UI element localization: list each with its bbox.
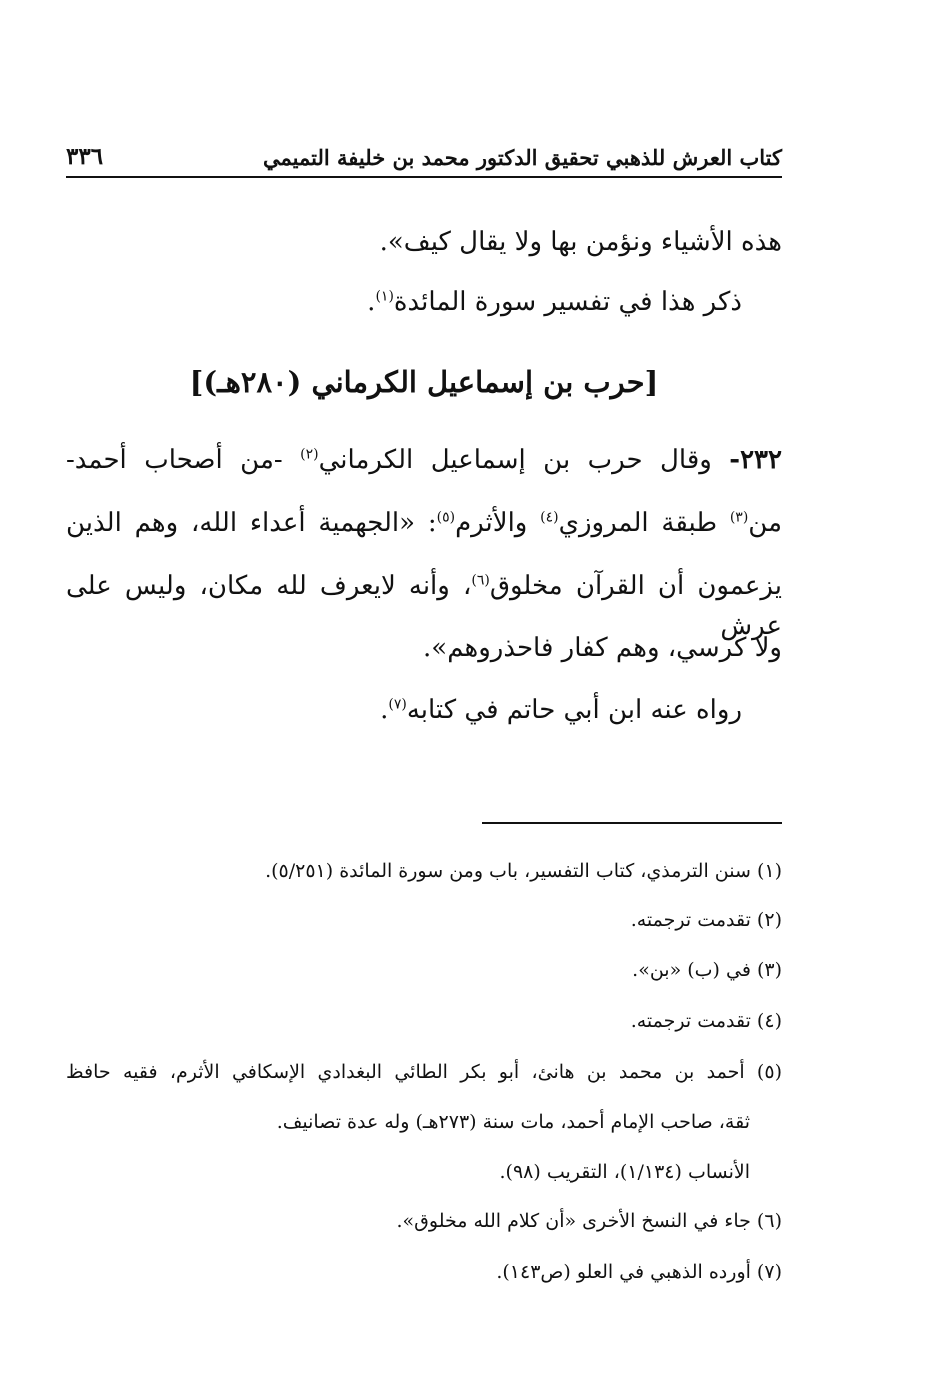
footnote-ref-1: (١) — [375, 288, 394, 305]
footnote-3: (٣) في (ب) «بن». — [632, 959, 782, 981]
footnote-5-line-3: الأنساب (١/١٣٤)، التقريب (٩٨). — [499, 1161, 750, 1183]
paragraph-line-1-a: وقال حرب بن إسماعيل الكرماني — [318, 445, 712, 475]
footnote-4: (٤) تقدمت ترجمته. — [630, 1010, 782, 1032]
footnote-5-line-1: (٥) أحمد بن محمد بن هانئ، أبو بكر الطائي البغدادي الإسكافي الأثرم، فقيه حافظ — [66, 1061, 782, 1083]
footnote-ref-3: (٣) — [729, 509, 749, 526]
paragraph-line-3-a: يزعمون أن القرآن مخلوق — [489, 571, 782, 601]
paragraph-line-2-d: : «الجهمية أعداء الله، وهم الذين — [66, 508, 437, 538]
body-line-1: هذه الأشياء ونؤمن بها ولا يقال كيف». — [379, 227, 782, 257]
paragraph-line-3-b: ، وأنه لايعرف لله مكان، وليس على عرش — [66, 571, 782, 641]
paragraph-line-1 — [66, 440, 782, 480]
running-header — [66, 128, 782, 178]
body-line-2 — [367, 282, 742, 322]
footnote-7: (٧) أورده الذهبي في العلو (ص١٤٣). — [496, 1261, 782, 1283]
paragraph-line-1-b: -من أصحاب أحمد- — [66, 445, 283, 475]
footnote-ref-6: (٦) — [471, 572, 490, 589]
narration-end: . — [380, 695, 389, 725]
footnote-6: (٦) جاء في النسخ الأخرى «أن كلام الله مخلوق». — [396, 1210, 782, 1232]
body-line-2-text: ذكر هذا في تفسير سورة المائدة — [393, 287, 742, 317]
footnote-ref-4: (٤) — [540, 509, 559, 526]
narration-text: رواه عنه ابن أبي حاتم في كتابه — [406, 695, 742, 725]
paragraph-line-2-b: طبقة المروزي — [558, 508, 718, 538]
footnote-ref-2: (٢) — [300, 446, 319, 463]
page-number: ٣٣٦ — [66, 143, 104, 170]
footnote-2: (٢) تقدمت ترجمته. — [630, 909, 782, 931]
footnote-separator — [482, 822, 782, 824]
footnote-5-line-2: ثقة، صاحب الإمام أحمد، مات سنة (٢٧٣هـ) وله عدة تصانيف. — [276, 1111, 750, 1133]
paragraph-line-2-a: من — [748, 508, 782, 538]
paragraph-line-2-c: والأثرم — [455, 508, 528, 538]
body-line-2-end: . — [367, 287, 376, 317]
narration-line — [380, 690, 742, 730]
section-heading: [حرب بن إسماعيل الكرماني (٢٨٠هـ)] — [189, 365, 659, 399]
footnote-ref-7: (٧) — [388, 696, 407, 713]
footnote-1: (١) سنن الترمذي، كتاب التفسير، باب ومن سورة المائدة (٥/٢٥١). — [265, 860, 782, 882]
paragraph-line-2 — [66, 503, 782, 543]
footnote-ref-5: (٥) — [436, 509, 456, 526]
header-title: كتاب العرش للذهبي تحقيق الدكتور محمد بن خليفة التميمي — [263, 145, 782, 170]
paragraph-line-4: ولا كرسي، وهم كفار فاحذروهم». — [423, 633, 782, 663]
item-number: ٢٣٢- — [729, 445, 782, 475]
